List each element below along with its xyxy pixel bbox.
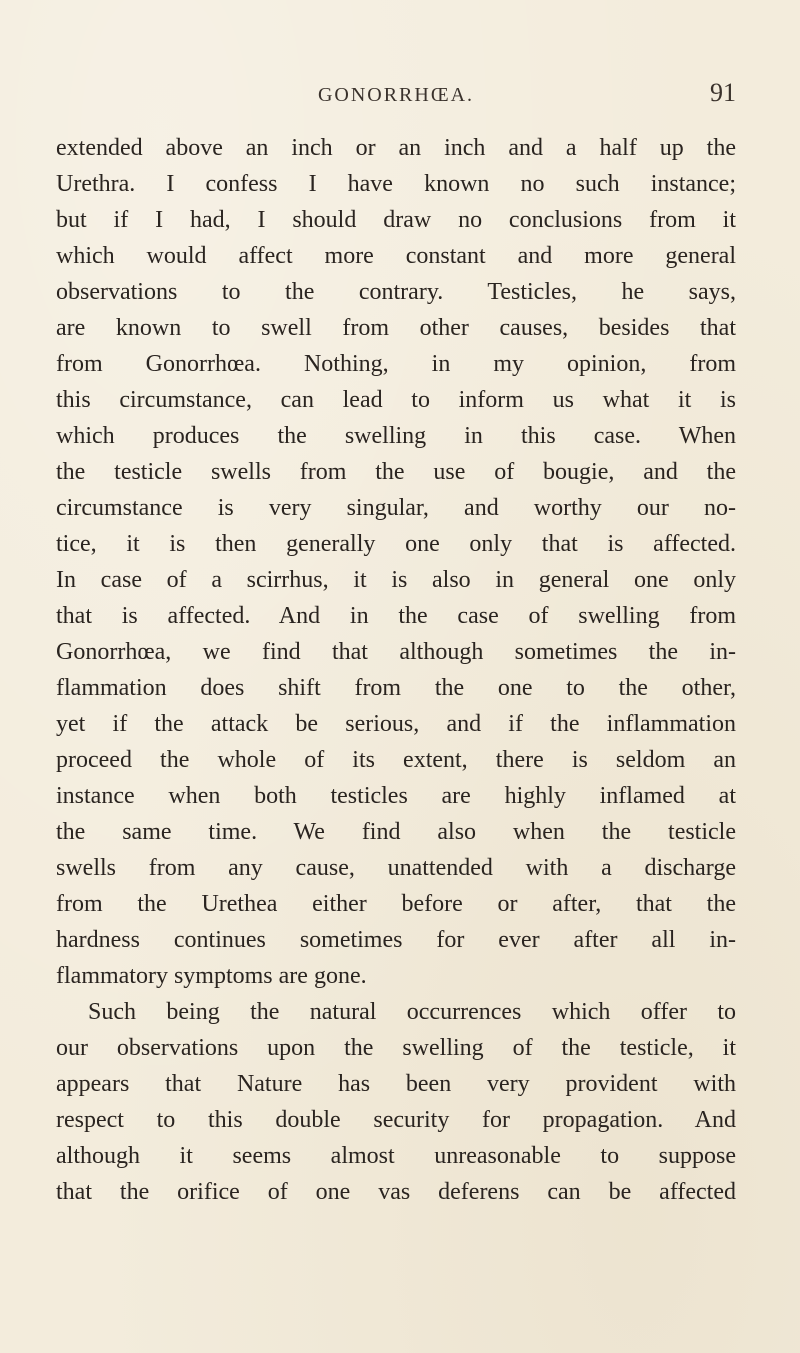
text-line: circumstance is very singular, and worthy our no- — [56, 495, 736, 521]
text-line: but if I had, I should draw no conclusions from it — [56, 207, 736, 233]
text-line: that the orifice of one vas deferens can be affected — [56, 1179, 736, 1205]
text-line: Urethra. I confess I have known no such instance; — [56, 171, 736, 197]
text-line: although it seems almost unreasonable to suppose — [56, 1143, 736, 1169]
text-line: hardness continues sometimes for ever after all in- — [56, 927, 736, 953]
text-line: flammatory symptoms are gone. — [56, 963, 367, 989]
text-line: Gonorrhœa, we find that although sometimes the in- — [56, 639, 736, 665]
text-line: from Gonorrhœa. Nothing, in my opinion, from — [56, 351, 736, 377]
text-line: In case of a scirrhus, it is also in general one only — [56, 567, 736, 593]
text-line: swells from any cause, unattended with a discharge — [56, 855, 736, 881]
text-line: from the Urethea either before or after, that the — [56, 891, 736, 917]
text-line: Such being the natural occurrences which offer to — [88, 999, 736, 1025]
text-line: the same time. We find also when the testicle — [56, 819, 736, 845]
page-header — [56, 78, 736, 118]
text-line: yet if the attack be serious, and if the inflammation — [56, 711, 736, 737]
text-line: this circumstance, can lead to inform us what it is — [56, 387, 736, 413]
text-line: that is affected. And in the case of swelling from — [56, 603, 736, 629]
text-line: appears that Nature has been very provident with — [56, 1071, 736, 1097]
page-number: 91 — [710, 78, 736, 107]
text-line: are known to swell from other causes, besides that — [56, 315, 736, 341]
running-title: GONORRHŒA. — [317, 84, 475, 106]
text-line: which would affect more constant and more general — [56, 243, 736, 269]
text-line: respect to this double security for propagation. And — [56, 1107, 736, 1133]
text-line: instance when both testicles are highly inflamed at — [56, 783, 736, 809]
text-line: observations to the contrary. Testicles, he says, — [56, 279, 736, 305]
text-line: our observations upon the swelling of the testicle, it — [56, 1035, 736, 1061]
text-line: extended above an inch or an inch and a half up the — [56, 135, 736, 161]
text-line: the testicle swells from the use of bougie, and the — [56, 459, 736, 485]
body-text — [56, 130, 736, 1210]
text-line: which produces the swelling in this case. When — [56, 423, 736, 449]
text-line: proceed the whole of its extent, there is seldom an — [56, 747, 736, 773]
text-line: tice, it is then generally one only that is affected. — [56, 531, 736, 557]
text-line: flammation does shift from the one to the other, — [56, 675, 736, 701]
